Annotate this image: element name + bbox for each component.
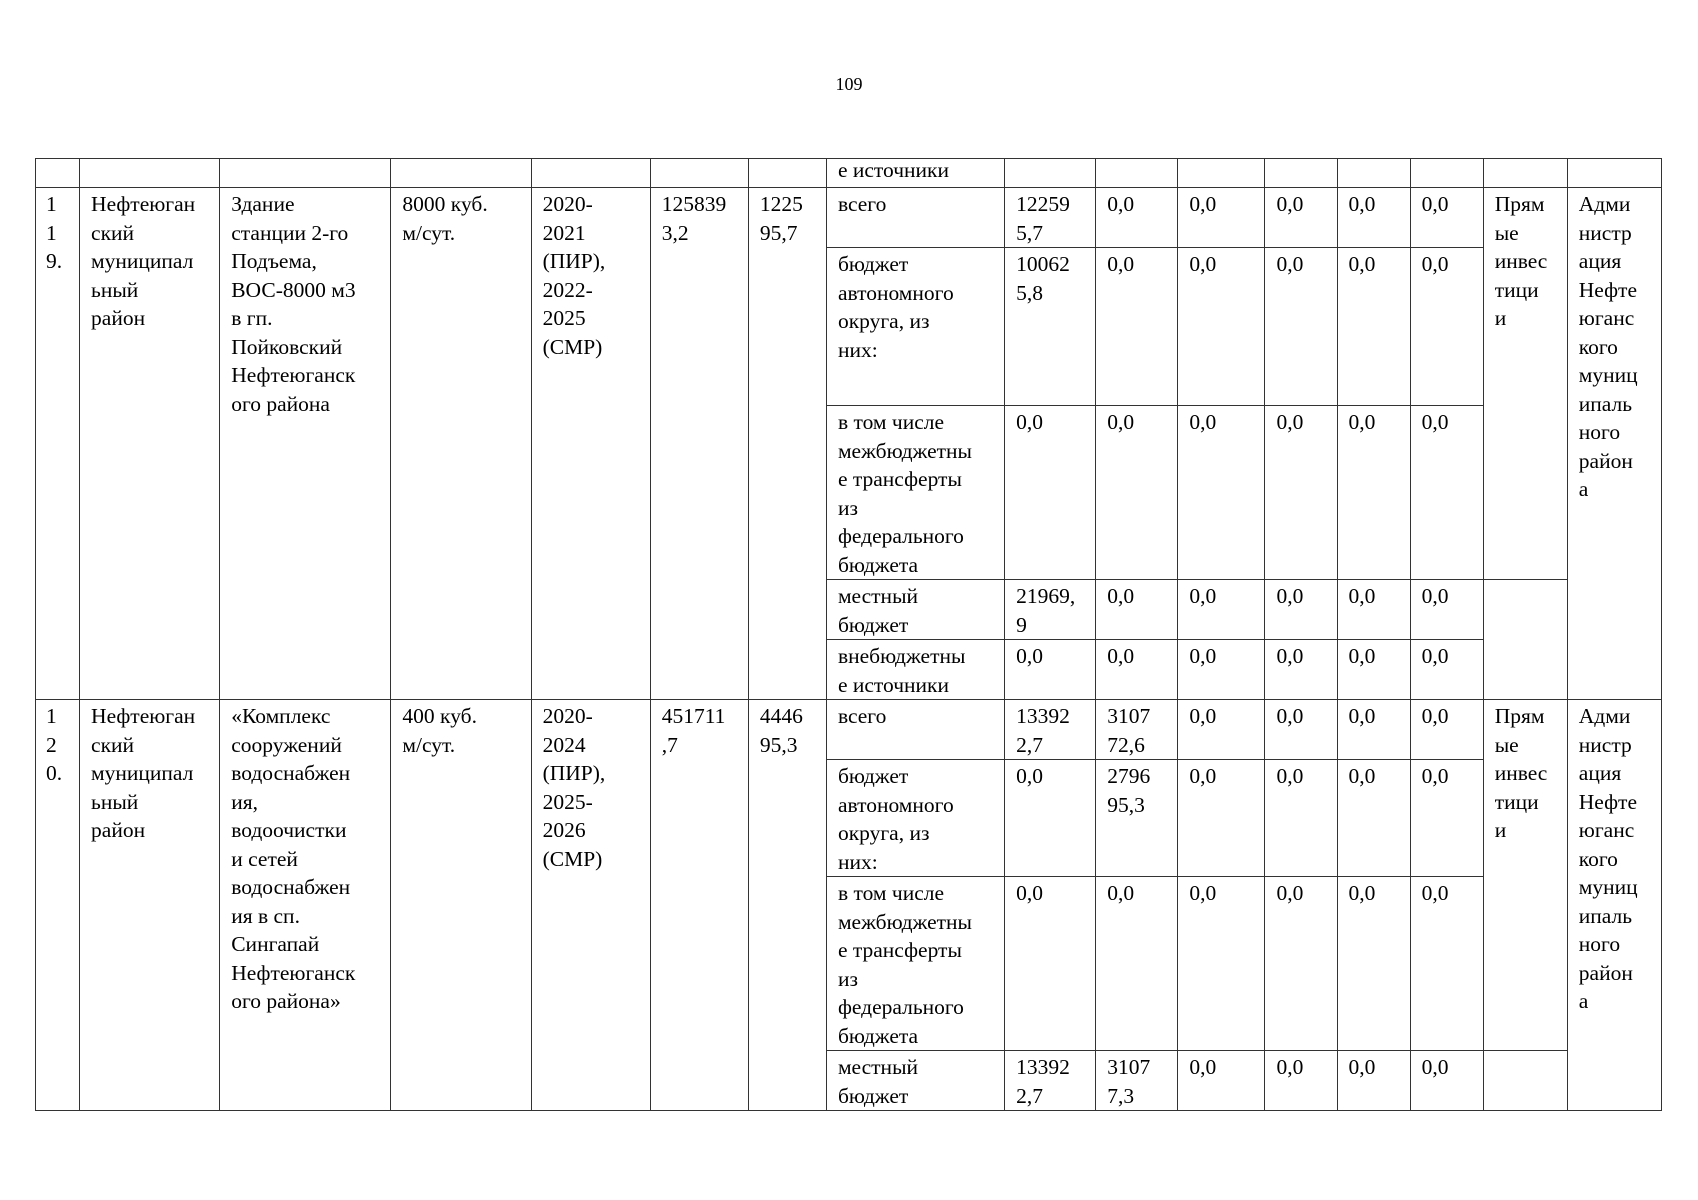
- cell-value: 0,0: [1265, 640, 1337, 700]
- cell-empty: [1483, 580, 1567, 700]
- cell-empty: [1265, 159, 1337, 188]
- cell-value: 0,0: [1178, 1051, 1265, 1111]
- cell-value: 0,0: [1178, 248, 1265, 406]
- cell-empty: [748, 159, 826, 188]
- cell-value: 0,0: [1005, 760, 1096, 877]
- cell-value: 0,0: [1178, 188, 1265, 248]
- cell-value: 0,0: [1410, 760, 1483, 877]
- cell-value: 0,0: [1178, 640, 1265, 700]
- cell-value: 0,0: [1005, 640, 1096, 700]
- cell-value: 0,0: [1265, 700, 1337, 760]
- cell-value: 12259 5,7: [1005, 188, 1096, 248]
- table-row: [36, 188, 1662, 248]
- page-number: 109: [835, 74, 863, 94]
- cell-value: 0,0: [1337, 248, 1410, 406]
- cell-value: 0,0: [1337, 580, 1410, 640]
- cell-value: 13392 2,7: [1005, 1051, 1096, 1111]
- cell-empty: [650, 159, 748, 188]
- cell-row-number: 1 2 0.: [36, 700, 80, 1111]
- cell-empty: [1337, 159, 1410, 188]
- cell-period: 2020- 2021 (ПИР), 2022- 2025 (СМР): [531, 188, 650, 700]
- cell-municipality: Нефтеюган ский муниципал ьный район: [80, 700, 220, 1111]
- cell-empty: [1483, 1051, 1567, 1111]
- cell-funding-source: в том числе межбюджетны е трансферты из федерального бюджета: [826, 406, 1004, 580]
- cell-value: 0,0: [1337, 1051, 1410, 1111]
- cell-funding-source: местный бюджет: [826, 1051, 1004, 1111]
- cell-funding-source: всего: [826, 188, 1004, 248]
- cell-value: 0,0: [1265, 877, 1337, 1051]
- cell-value: 0,0: [1265, 1051, 1337, 1111]
- cell-value: 0,0: [1337, 188, 1410, 248]
- cell-empty: [1410, 159, 1483, 188]
- cell-empty: [80, 159, 220, 188]
- cell-funding-source: бюджет автономного округа, из них:: [826, 760, 1004, 877]
- cell-value: 0,0: [1265, 248, 1337, 406]
- cell-remaining-cost: 4446 95,3: [748, 700, 826, 1111]
- cell-empty: [220, 159, 391, 188]
- cell-empty: [531, 159, 650, 188]
- cell-value: 13392 2,7: [1005, 700, 1096, 760]
- cell-value: 3107 72,6: [1096, 700, 1178, 760]
- cell-value: 0,0: [1410, 700, 1483, 760]
- cell-value: 0,0: [1178, 760, 1265, 877]
- cell-funding-source: бюджет автономного округа, из них:: [826, 248, 1004, 406]
- cell-value: 0,0: [1178, 580, 1265, 640]
- cell-value: 0,0: [1005, 406, 1096, 580]
- cell-value: 0,0: [1265, 760, 1337, 877]
- cell-total-cost: 125839 3,2: [650, 188, 748, 700]
- cell-value: 0,0: [1410, 1051, 1483, 1111]
- cell-empty: [1178, 159, 1265, 188]
- cell-object-name: Здание станции 2-го Подъема, ВОС-8000 м3 в гп. Пойковский Нефтеюганск ого района: [220, 188, 391, 700]
- cell-municipality: Нефтеюган ский муниципал ьный район: [80, 188, 220, 700]
- cell-value: 0,0: [1096, 877, 1178, 1051]
- table-row: [36, 700, 1662, 760]
- cell-mechanism: Прям ые инвес тици и: [1483, 188, 1567, 580]
- cell-value: 0,0: [1096, 640, 1178, 700]
- cell-funding-source: е источники: [826, 159, 1004, 188]
- cell-remaining-cost: 1225 95,7: [748, 188, 826, 700]
- cell-value: 3107 7,3: [1096, 1051, 1178, 1111]
- cell-empty: [1567, 159, 1661, 188]
- cell-total-cost: 451711 ,7: [650, 700, 748, 1111]
- cell-value: 0,0: [1265, 406, 1337, 580]
- cell-funding-source: всего: [826, 700, 1004, 760]
- cell-customer: Адми нистр ация Нефте юганс кого муниц ипаль ного район а: [1567, 188, 1661, 700]
- cell-value: 0,0: [1337, 700, 1410, 760]
- cell-value: 0,0: [1005, 877, 1096, 1051]
- cell-value: 0,0: [1178, 406, 1265, 580]
- cell-value: 21969, 9: [1005, 580, 1096, 640]
- cell-value: 0,0: [1410, 248, 1483, 406]
- cell-empty: [1005, 159, 1096, 188]
- cell-value: 0,0: [1337, 877, 1410, 1051]
- cell-mechanism: Прям ые инвес тици и: [1483, 700, 1567, 1051]
- cell-period: 2020- 2024 (ПИР), 2025- 2026 (СМР): [531, 700, 650, 1111]
- cell-funding-source: внебюджетны е источники: [826, 640, 1004, 700]
- cell-value: 0,0: [1410, 640, 1483, 700]
- cell-value: 2796 95,3: [1096, 760, 1178, 877]
- cell-value: 0,0: [1178, 700, 1265, 760]
- table-row: [36, 159, 1662, 188]
- cell-empty: [1096, 159, 1178, 188]
- cell-value: 0,0: [1178, 877, 1265, 1051]
- cell-object-name: «Комплекс сооружений водоснабжен ия, водоочистки и сетей водоснабжен ия в сп. Сингапай Нефтеюганск ого района»: [220, 700, 391, 1111]
- cell-value: 0,0: [1410, 877, 1483, 1051]
- cell-value: 10062 5,8: [1005, 248, 1096, 406]
- cell-customer: Адми нистр ация Нефте юганс кого муниц ипаль ного район а: [1567, 700, 1661, 1111]
- cell-value: 0,0: [1096, 248, 1178, 406]
- cell-value: 0,0: [1265, 188, 1337, 248]
- cell-value: 0,0: [1410, 188, 1483, 248]
- cell-empty: [391, 159, 531, 188]
- cell-value: 0,0: [1337, 760, 1410, 877]
- cell-value: 0,0: [1337, 406, 1410, 580]
- cell-value: 0,0: [1265, 580, 1337, 640]
- cell-funding-source: в том числе межбюджетны е трансферты из федерального бюджета: [826, 877, 1004, 1051]
- cell-capacity: 400 куб. м/сут.: [391, 700, 531, 1111]
- cell-empty: [36, 159, 80, 188]
- cell-value: 0,0: [1410, 406, 1483, 580]
- cell-value: 0,0: [1096, 188, 1178, 248]
- cell-empty: [1483, 159, 1567, 188]
- cell-value: 0,0: [1410, 580, 1483, 640]
- cell-value: 0,0: [1096, 580, 1178, 640]
- cell-row-number: 1 1 9.: [36, 188, 80, 700]
- investment-table: [35, 158, 1662, 1111]
- cell-capacity: 8000 куб. м/сут.: [391, 188, 531, 700]
- cell-value: 0,0: [1096, 406, 1178, 580]
- cell-value: 0,0: [1337, 640, 1410, 700]
- cell-funding-source: местный бюджет: [826, 580, 1004, 640]
